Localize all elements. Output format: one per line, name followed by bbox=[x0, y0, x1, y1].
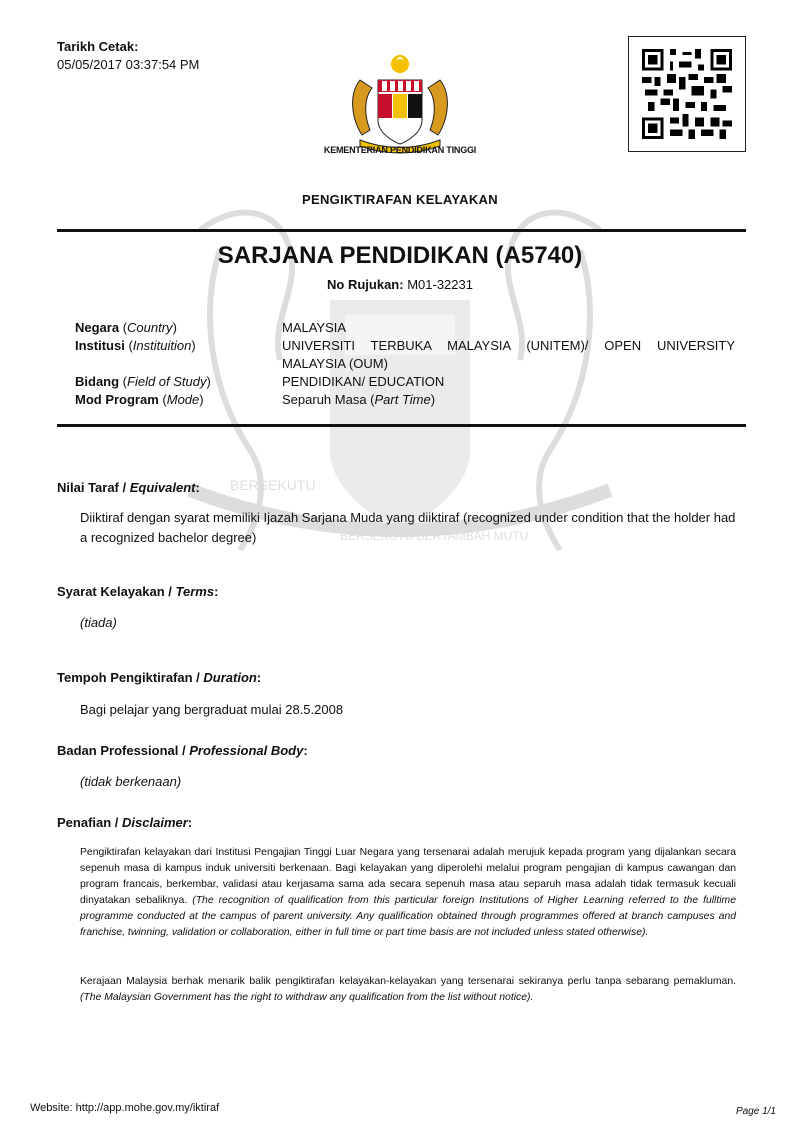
qualification-info bbox=[75, 319, 735, 409]
terms-text: (tiada) bbox=[80, 615, 117, 630]
coat-of-arms-logo bbox=[340, 50, 460, 160]
duration-heading: Tempoh Pengiktirafan / Duration: bbox=[57, 670, 262, 685]
info-row-mode bbox=[75, 391, 735, 409]
reference-number bbox=[0, 277, 800, 292]
info-label: Negara (Country) bbox=[75, 320, 177, 335]
equivalent-heading: Nilai Taraf / Equivalent: bbox=[57, 480, 200, 495]
reference-label: No Rujukan: bbox=[327, 277, 404, 292]
duration-text: Bagi pelajar yang bergraduat mulai 28.5.2008 bbox=[80, 702, 344, 717]
bottom-divider bbox=[57, 424, 746, 427]
disclaimer-paragraph-1: Pengiktirafan kelayakan dari Institusi Pengajian Tinggi Luar Negara yang tersenarai adalah merujuk kepada program yang dijalankan secara sepenuh masa di kampus induk universiti berkenaan. Bagi kelayakan yang diperolehi melalui program pengajian di kampus cawangan dan program francais, berkembar, validasi atau kerjasama sama ada secara sepenuh masa atau separuh masa adalah tidak termasuk kecuali dinyatakan sebaliknya. (The recognition of qualification from this particular foreign Institutions of Higher Learning referred to the fulltime programme conducted at the campus of parent university. Any qualification obtained through programmes offered at branch campuses and franchise, twinning, validation or collaboration, either in full time or part time basis are not included unless stated otherwise). bbox=[80, 847, 736, 938]
info-value: PENDIDIKAN/ EDUCATION bbox=[282, 374, 445, 389]
equivalent-text: Diiktiraf dengan syarat memiliki Ijazah Sarjana Muda yang diiktiraf (recognized under condition that the holder had a recognized bachelor degree) bbox=[80, 510, 736, 545]
info-value: MALAYSIA bbox=[282, 320, 347, 335]
document-type: PENGIKTIRAFAN KELAYAKAN bbox=[302, 192, 498, 207]
top-divider bbox=[57, 229, 746, 232]
programme-title: SARJANA PENDIDIKAN (A5740) bbox=[217, 242, 583, 269]
watermark-motto-left: BERSEKUTU bbox=[230, 477, 316, 493]
info-label: Bidang (Field of Study) bbox=[75, 374, 211, 389]
print-date-value: 05/05/2017 03:37:54 PM bbox=[57, 57, 200, 72]
disclaimer-heading: Penafian / Disclaimer: bbox=[57, 815, 193, 830]
professional-body-text: (tidak berkenaan) bbox=[80, 774, 182, 789]
qr-code[interactable] bbox=[628, 36, 746, 152]
watermark-motto-bottom: BERSEKUTU BERTAMBAH MUTU bbox=[340, 529, 529, 543]
info-value: UNIVERSITI TERBUKA MALAYSIA (UNITEM)/ OPEN UNIVERSITY MALAYSIA (OUM) bbox=[282, 338, 735, 371]
info-row-institution bbox=[75, 337, 735, 373]
reference-value: M01-32231 bbox=[407, 277, 473, 292]
info-label: Institusi (Instituition) bbox=[75, 338, 196, 353]
info-value: Separuh Masa (Part Time) bbox=[282, 392, 436, 407]
footer-website: Website: http://app.mohe.gov.my/iktiraf bbox=[30, 1102, 220, 1114]
info-row-country bbox=[75, 319, 735, 337]
info-label: Mod Program (Mode) bbox=[75, 392, 204, 407]
terms-heading: Syarat Kelayakan / Terms: bbox=[57, 584, 219, 599]
ministry-name: KEMENTERIAN PENDIDIKAN TINGGI bbox=[323, 145, 477, 155]
page-number: Page 1/1 bbox=[735, 1106, 776, 1117]
print-date bbox=[57, 38, 199, 74]
print-date-label: Tarikh Cetak: bbox=[57, 39, 139, 54]
qr-code-icon bbox=[642, 49, 732, 139]
professional-body-heading: Badan Professional / Professional Body: bbox=[57, 743, 308, 758]
info-row-field bbox=[75, 373, 735, 391]
disclaimer-paragraph-2: Kerajaan Malaysia berhak menarik balik pengiktirafan kelayakan-kelayakan yang tersenarai sekiranya perlu tanpa sebarang pemakluman. (The Malaysian Government has the right to withdraw any qualification from the list without notice). bbox=[80, 976, 736, 1003]
